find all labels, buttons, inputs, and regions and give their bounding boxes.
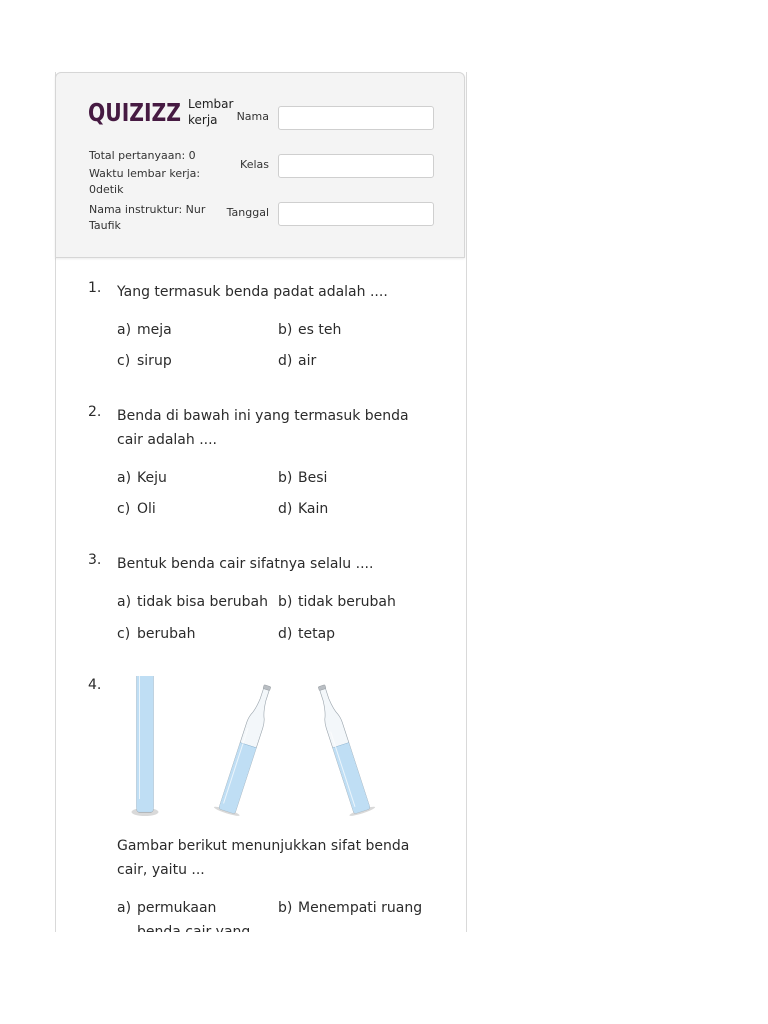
bottle-tilted-right xyxy=(213,682,280,818)
svg-text:QUIZIZZ: QUIZIZZ xyxy=(88,98,181,127)
option-text: Menempati ruang xyxy=(298,900,423,916)
question-number: 4. xyxy=(88,677,102,693)
class-label: Kelas xyxy=(240,158,269,171)
question-text: Bentuk benda cair sifatnya selalu .... xyxy=(117,556,374,572)
option-text: tetap xyxy=(298,626,336,642)
bottle-upright xyxy=(132,676,159,816)
option-a: a) tidak bisa berubah xyxy=(117,594,268,610)
option-d: d) tetap xyxy=(278,626,336,642)
date-field[interactable] xyxy=(278,202,434,226)
option-b: b) Menempati ruang xyxy=(278,900,423,916)
name-label: Nama xyxy=(236,110,269,123)
option-text: Oli xyxy=(137,501,156,517)
question-number: 3. xyxy=(88,552,102,568)
option-c: c) berubah xyxy=(117,626,196,642)
question-text: Yang termasuk benda padat adalah .... xyxy=(117,284,388,300)
worksheet-time-value: 0detik xyxy=(89,183,124,196)
logo-subtitle-line1: Lembar xyxy=(188,97,234,111)
option-d: d) Kain xyxy=(278,501,329,517)
page-bottom-margin xyxy=(0,932,768,1024)
question-number: 2. xyxy=(88,404,102,420)
option-a: a) meja xyxy=(117,322,172,338)
option-text: air xyxy=(298,353,317,369)
option-c: c) sirup xyxy=(117,353,172,369)
option-text: permukaan xyxy=(137,900,217,916)
option-text: Kain xyxy=(298,501,329,517)
worksheet-time-label: Waktu lembar kerja: xyxy=(89,167,201,180)
option-d: d) air xyxy=(278,353,317,369)
bottles-image xyxy=(115,676,385,821)
option-text: Keju xyxy=(137,470,167,486)
option-b: b) Besi xyxy=(278,470,328,486)
option-a: a) Keju xyxy=(117,470,167,486)
quizizz-logo xyxy=(88,97,182,127)
option-text: meja xyxy=(137,322,172,338)
question-text: Benda di bawah ini yang termasuk benda cair adalah .... xyxy=(117,408,409,448)
date-label: Tanggal xyxy=(226,206,269,219)
worksheet-header xyxy=(55,72,465,258)
option-a: a) permukaan xyxy=(117,896,267,968)
bottle-tilted-left xyxy=(309,682,376,818)
option-b: b) es teh xyxy=(278,322,342,338)
question-number: 1. xyxy=(88,280,102,296)
name-field[interactable] xyxy=(278,106,434,130)
worksheet-time xyxy=(89,166,200,198)
total-questions: Total pertanyaan: 0 xyxy=(89,149,196,162)
option-text: Besi xyxy=(298,470,328,486)
question-text: Gambar berikut menunjukkan sifat benda cair, yaitu ... xyxy=(117,838,410,878)
option-text: berubah xyxy=(137,626,196,642)
instructor-line2: Taufik xyxy=(89,219,121,232)
class-field[interactable] xyxy=(278,154,434,178)
instructor-line1: Nama instruktur: Nur xyxy=(89,203,206,216)
option-text: es teh xyxy=(298,322,342,338)
option-text: tidak berubah xyxy=(298,594,396,610)
option-text: tidak bisa berubah xyxy=(137,594,268,610)
instructor-name xyxy=(89,202,205,234)
option-b: b) tidak berubah xyxy=(278,594,396,610)
option-c: c) Oli xyxy=(117,501,156,517)
option-text: sirup xyxy=(137,353,172,369)
logo-subtitle-line2: kerja xyxy=(188,113,218,127)
